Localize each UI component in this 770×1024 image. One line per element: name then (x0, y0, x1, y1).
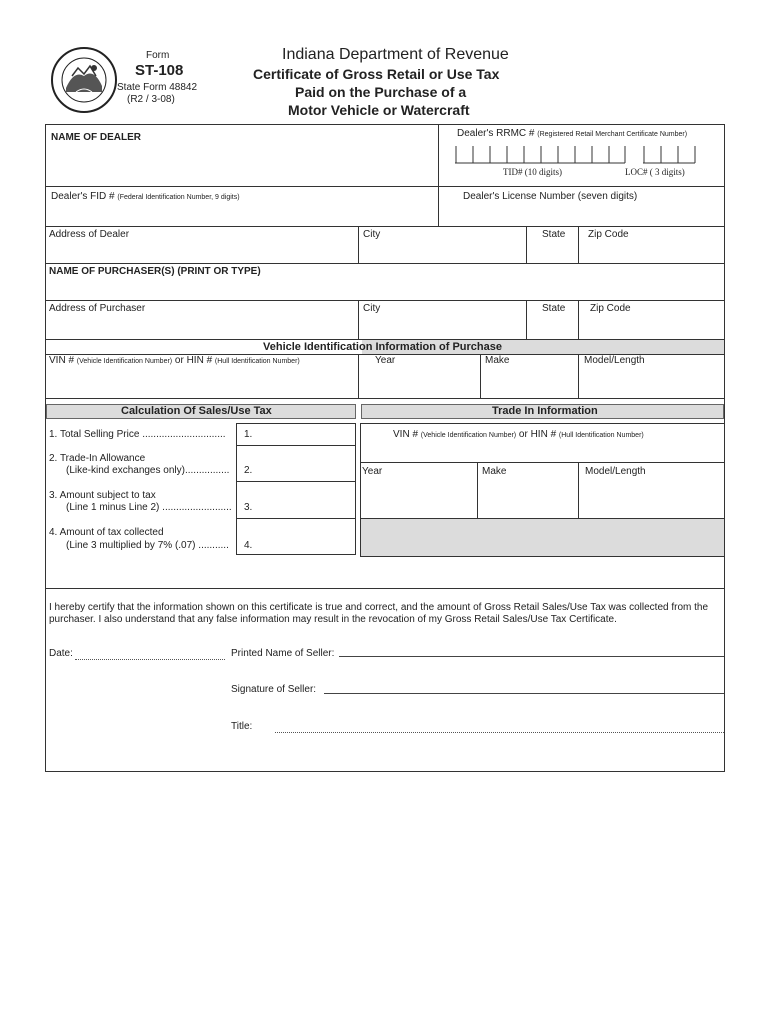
amount-subject-to-tax-field[interactable] (255, 482, 355, 518)
dealer-name-label: NAME OF DEALER (51, 132, 141, 143)
printed-name-line[interactable] (339, 656, 724, 657)
tradein-year-label: Year (362, 466, 383, 477)
purchaser-address-label: Address of Purchaser (49, 303, 146, 314)
calc-line4-number: 4. (244, 540, 253, 551)
calc-line3-sublabel: (Line 1 minus Line 2) ......................... (66, 502, 232, 513)
certification-line1: I hereby certify that the information shown on this certificate is true and correct, and the amount of Gross Retail Sales/Use Tax was collected from the (49, 602, 709, 613)
calc-line4-sublabel: (Line 3 multiplied by 7% (.07) ........... (66, 540, 229, 551)
vehicle-vin-note: (Vehicle Identification Number) (76, 358, 173, 365)
form-word: Form (146, 50, 170, 61)
purchaser-name-field[interactable] (46, 278, 724, 300)
dealer-zip-label: Zip Code (588, 229, 629, 240)
vehicle-model-label: Model/Length (584, 355, 645, 366)
calc-line4-label: 4. Amount of tax collected (49, 527, 164, 538)
state-form-number: State Form 48842 (117, 82, 198, 93)
form-title-line2: Paid on the Purchase of a (295, 84, 467, 100)
tradein-vin-note: (Vehicle Identification Number) (420, 432, 517, 439)
calc-line3-number: 3. (244, 502, 253, 513)
dealer-city-label: City (363, 229, 381, 240)
purchaser-zip-label: Zip Code (590, 303, 631, 314)
signature-line[interactable] (324, 693, 724, 694)
purchaser-state-label: State (542, 303, 566, 314)
fid-note: (Federal Identification Number, 9 digits) (117, 194, 240, 201)
trade-in-allowance-field[interactable] (255, 446, 355, 481)
tradein-hin-note: (Hull Identification Number) (558, 432, 644, 439)
vehicle-hin-text: or HIN # (174, 355, 213, 366)
form-revision: (R2 / 3-08) (127, 94, 175, 105)
purchaser-name-label: NAME OF PURCHASER(S) (PRINT OR TYPE) (49, 266, 261, 277)
loc-label: LOC# ( 3 digits) (625, 167, 685, 177)
calc-line1-number: 1. (244, 429, 253, 440)
calc-line2-label: 2. Trade-In Allowance (49, 453, 146, 464)
printed-name-label: Printed Name of Seller: (231, 648, 335, 659)
calc-line2-sublabel: (Like-kind exchanges only)................ (66, 465, 230, 476)
vehicle-hin-note: (Hull Identification Number) (214, 358, 300, 365)
title-label: Title: (231, 721, 253, 732)
form-number: ST-108 (135, 62, 184, 79)
license-label: Dealer's License Number (seven digits) (463, 191, 638, 202)
vehicle-make-label: Make (485, 355, 510, 366)
fid-label-text: Dealer's FID # (51, 191, 115, 202)
license-field[interactable] (440, 204, 724, 226)
tid-label: TID# (10 digits) (503, 167, 562, 177)
total-selling-price-field[interactable] (255, 424, 355, 445)
purchaser-city-label: City (363, 303, 381, 314)
dealer-address-label: Address of Dealer (49, 229, 130, 240)
dealer-name-field[interactable] (46, 144, 438, 186)
rrmc-note: (Registered Retail Merchant Certificate Number) (537, 131, 688, 138)
dealer-state-label: State (542, 229, 566, 240)
loc-digit-boxes[interactable] (643, 146, 697, 164)
rrmc-label-text: Dealer's RRMC # (457, 128, 535, 139)
tradein-vin-field[interactable] (362, 442, 724, 462)
tradein-section-title: Trade In Information (492, 405, 598, 417)
fid-label (51, 191, 240, 202)
calc-line3-label: 3. Amount subject to tax (49, 490, 156, 501)
fid-field[interactable] (46, 204, 438, 226)
calc-section-title: Calculation Of Sales/Use Tax (121, 405, 272, 417)
certification-line2: purchaser. I also understand that any false information may result in the revocation of my Gross Retail Sales/Use Tax Certificate. (49, 614, 617, 625)
calc-line2-number: 2. (244, 465, 253, 476)
vehicle-section-title: Vehicle Identification Information of Purchase (263, 341, 502, 353)
tid-digit-boxes[interactable] (455, 146, 627, 164)
vehicle-year-label: Year (375, 355, 396, 366)
signature-label: Signature of Seller: (231, 684, 317, 695)
tradein-vin-label (393, 429, 644, 440)
vehicle-vin-field[interactable] (46, 368, 358, 398)
tradein-make-label: Make (482, 466, 507, 477)
title-line[interactable] (275, 732, 724, 733)
date-label: Date: (49, 648, 73, 659)
vehicle-vin-text: VIN # (49, 355, 75, 366)
tax-collected-field[interactable] (255, 519, 355, 554)
tradein-shaded-area (361, 519, 724, 556)
form-title-line3: Motor Vehicle or Watercraft (288, 102, 470, 118)
tradein-hin-text: or HIN # (518, 429, 557, 440)
vehicle-vin-label (49, 355, 300, 366)
calc-line1-label: 1. Total Selling Price .............................. (49, 429, 226, 440)
agency-name: Indiana Department of Revenue (282, 46, 509, 63)
rrmc-label (457, 128, 687, 139)
form-title-line1: Certificate of Gross Retail or Use Tax (253, 66, 500, 82)
tradein-model-label: Model/Length (585, 466, 646, 477)
date-line[interactable] (75, 659, 225, 660)
tradein-vin-text: VIN # (393, 429, 419, 440)
state-seal (50, 46, 118, 114)
